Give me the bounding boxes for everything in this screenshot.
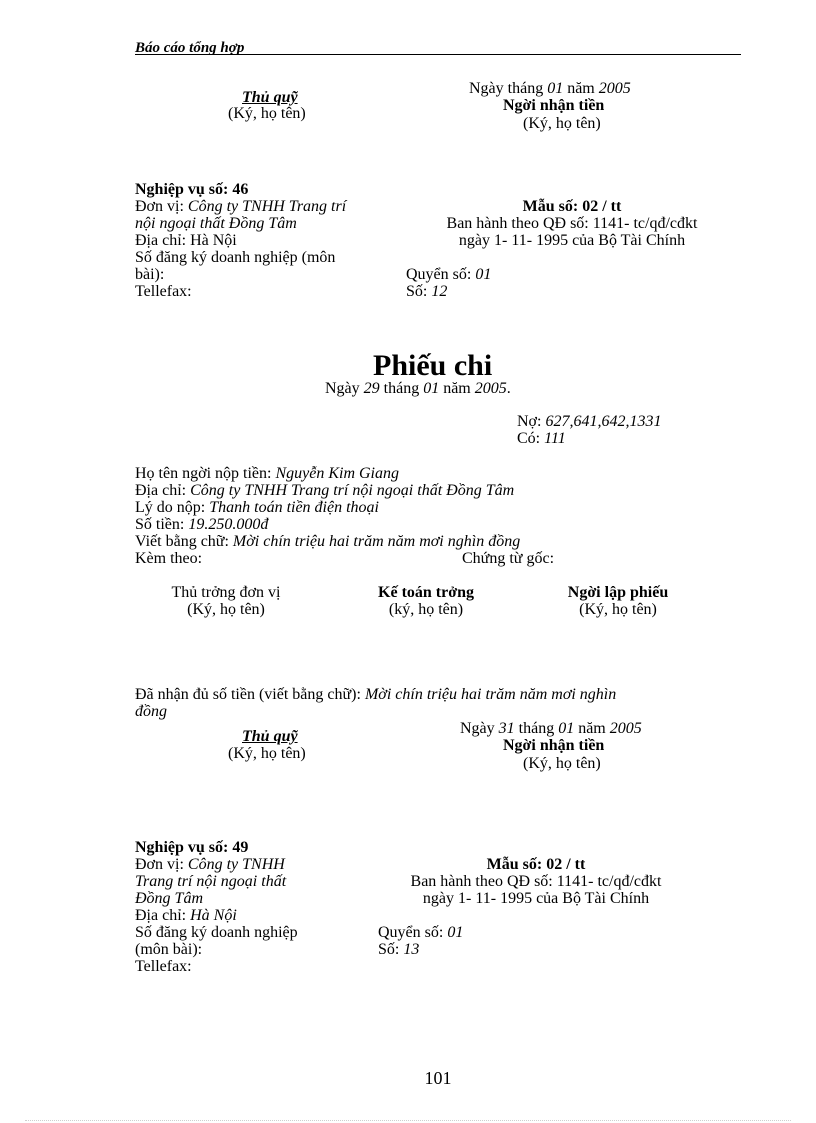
- receiver-title: Ngời nhận tiền: [503, 97, 605, 114]
- form49-number: Mẫu số: 02 / tt: [486, 856, 586, 873]
- header-title: Báo cáo tổng hợp: [135, 40, 245, 56]
- address49-line: Địa chỉ: Hà Nội: [135, 907, 237, 924]
- attachments-label: Kèm theo:: [135, 550, 203, 567]
- debit-account: Nợ: 627,641,642,1331: [517, 413, 662, 430]
- page-number: 101: [424, 1068, 452, 1088]
- registration-line-2: bài):: [135, 266, 165, 283]
- credit-account: Có: 111: [517, 430, 566, 447]
- voucher49-number: Số: 13: [378, 941, 420, 958]
- issued-line-2: ngày 1- 11- 1995 của Bộ Tài Chính: [458, 232, 686, 249]
- registration49-line-1: Số đăng ký doanh nghiệp: [135, 924, 298, 941]
- reason-field: Lý do nộp: Thanh toán tiền điện thoại: [135, 499, 379, 516]
- header-rule: [135, 54, 741, 55]
- unit-line-2: nội ngoại thất Đồng Tâm: [135, 215, 297, 232]
- form-number: Mẫu số: 02 / tt: [522, 198, 622, 215]
- unit49-line-2: Trang trí nội ngoại thất: [135, 873, 287, 890]
- treasurer-sign-note-2: (Ký, họ tên): [228, 745, 306, 762]
- unit49-line-1: Đơn vị: Công ty TNHH: [135, 856, 285, 873]
- issued49-line-1: Ban hành theo QĐ số: 1141- tc/qđ/cđkt: [410, 873, 662, 890]
- address-field: Địa chỉ: Công ty TNHH Trang trí nội ngoại thất Đồng Tâm: [135, 482, 515, 499]
- amount-words-field: Viết bằng chữ: Mời chín triệu hai trăm năm mơi nghìn đồng: [135, 533, 521, 550]
- received-amount-line-2: đồng: [135, 703, 167, 720]
- voucher-title: Phiếu chi: [373, 349, 493, 382]
- issued-line-1: Ban hành theo QĐ số: 1141- tc/qđ/cđkt: [446, 215, 698, 232]
- receiver-sign-note-2: (Ký, họ tên): [523, 755, 601, 772]
- receiver-sign-note: (Ký, họ tên): [523, 115, 601, 132]
- receipt-date-2: Ngày 31 tháng 01 năm 2005: [460, 720, 642, 737]
- issued49-line-2: ngày 1- 11- 1995 của Bộ Tài Chính: [422, 890, 650, 907]
- unit49-line-3: Đồng Tâm: [135, 890, 204, 907]
- treasurer-title-2: Thủ quỹ: [242, 728, 298, 745]
- voucher-date: Ngày 29 tháng 01 năm 2005.: [325, 380, 511, 397]
- voucher-number: Số: 12: [406, 283, 448, 300]
- signature-chief-accountant: Kế toán trởng: [378, 584, 474, 601]
- signature-preparer-note: (Ký, họ tên): [579, 601, 657, 618]
- signature-unit-head-note: (Ký, họ tên): [187, 601, 265, 618]
- book-number: Quyển số: 01: [406, 266, 492, 283]
- bottom-rule: [25, 1120, 791, 1121]
- received-amount-line-1: Đã nhận đủ số tiền (viết bằng chữ): Mời chín triệu hai trăm năm mơi nghìn: [135, 686, 617, 703]
- signature-preparer: Ngời lập phiếu: [567, 584, 669, 601]
- treasurer-sign-note: (Ký, họ tên): [228, 105, 306, 122]
- address-line: Địa chỉ: Hà Nội: [135, 232, 237, 249]
- amount-field: Số tiền: 19.250.000đ: [135, 516, 269, 533]
- registration49-line-2: (môn bài):: [135, 941, 203, 958]
- operation-number-49: Nghiệp vụ số: 49: [135, 839, 249, 856]
- tellefax49-line: Tellefax:: [135, 958, 192, 975]
- receipt-date: Ngày tháng 01 năm 2005: [469, 80, 631, 97]
- signature-chief-accountant-note: (ký, họ tên): [388, 601, 464, 618]
- original-documents-label: Chứng từ gốc:: [462, 550, 555, 567]
- operation-number-46: Nghiệp vụ số: 46: [135, 181, 249, 198]
- payer-field: Họ tên ngời nộp tiền: Nguyễn Kim Giang: [135, 465, 399, 482]
- book49-number: Quyển số: 01: [378, 924, 464, 941]
- unit-line-1: Đơn vị: Công ty TNHH Trang trí: [135, 198, 347, 215]
- signature-unit-head: Thủ trởng đơn vị: [171, 584, 281, 601]
- treasurer-title: Thủ quỹ: [242, 89, 298, 106]
- registration-line-1: Số đăng ký doanh nghiệp (môn: [135, 249, 336, 266]
- tellefax-line: Tellefax:: [135, 283, 192, 300]
- receiver-title-2: Ngời nhận tiền: [503, 737, 605, 754]
